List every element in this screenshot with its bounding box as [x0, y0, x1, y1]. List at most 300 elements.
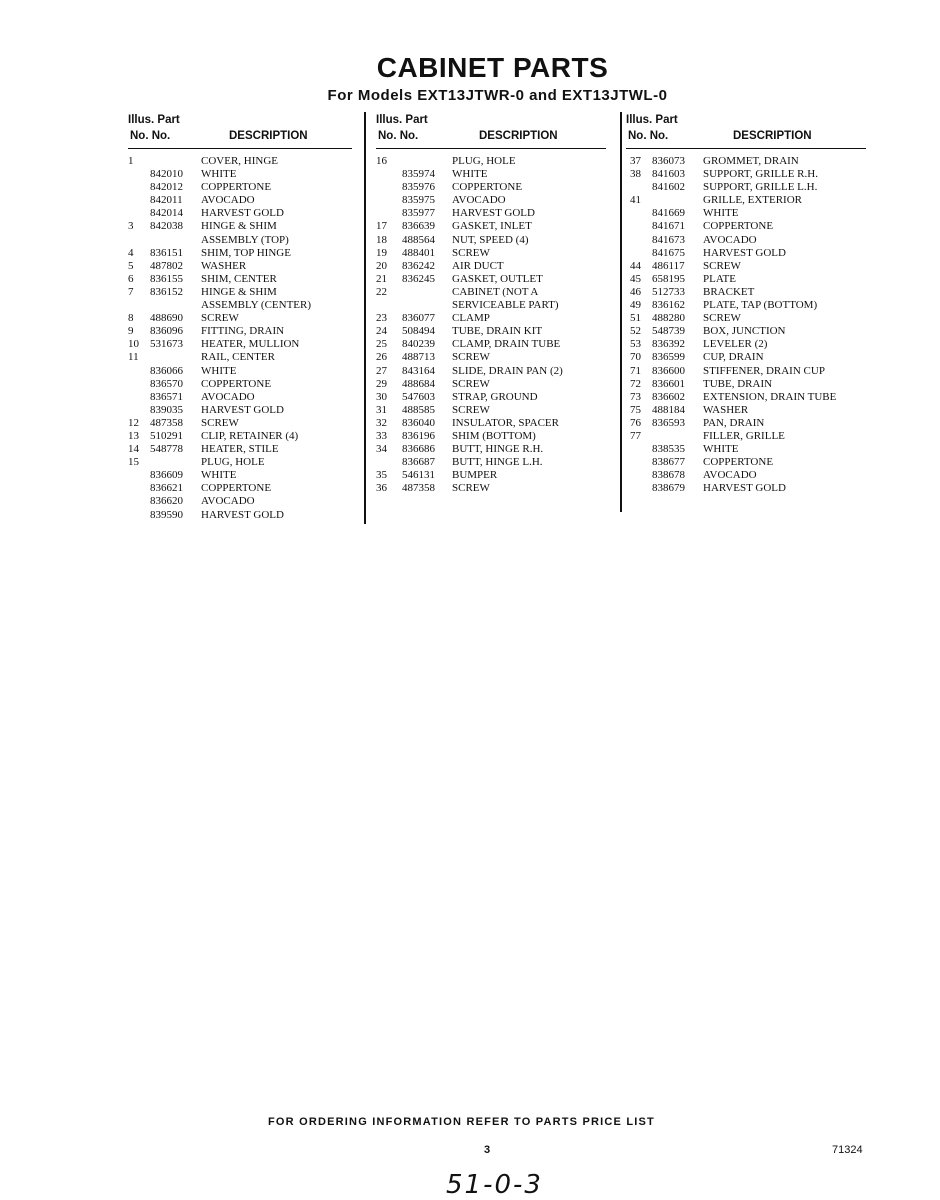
- table-row: [626, 234, 870, 247]
- part-description: AVOCADO: [452, 194, 506, 207]
- part-no: 508494: [402, 325, 435, 338]
- table-row: [376, 404, 610, 417]
- table-row: [128, 365, 356, 378]
- table-row: [128, 509, 356, 522]
- part-no: 836077: [402, 312, 435, 325]
- part-description: PLUG, HOLE: [452, 155, 516, 167]
- part-description: BOX, JUNCTION: [703, 325, 786, 338]
- part-no: 843164: [402, 364, 435, 377]
- part-no: 487358: [402, 482, 435, 495]
- part-description: SUPPORT, GRILLE R.H.: [703, 168, 818, 181]
- column-header: [128, 112, 356, 148]
- illus-no: 23: [376, 312, 387, 325]
- illus-no: 21: [376, 272, 387, 285]
- table-row: [376, 194, 610, 207]
- part-description: WHITE: [452, 168, 488, 181]
- part-description: STIFFENER, DRAIN CUP: [703, 364, 825, 377]
- table-row: [626, 404, 870, 417]
- parts-rows: [376, 155, 610, 495]
- column-divider-2: [620, 112, 622, 512]
- part-no: 488585: [402, 403, 435, 416]
- header-illus-part: Illus. Part: [376, 114, 428, 126]
- illus-no: 4: [128, 246, 134, 259]
- part-no: 488713: [402, 351, 435, 364]
- table-row: [626, 391, 870, 404]
- part-description: NUT, SPEED (4): [452, 233, 529, 246]
- header-no-no: No. No.: [378, 130, 419, 142]
- part-no: 842012: [150, 181, 183, 194]
- table-row: [376, 220, 610, 233]
- illus-no: 71: [630, 364, 641, 377]
- illus-no: 13: [128, 429, 139, 442]
- part-no: 836600: [652, 364, 685, 377]
- table-row: [128, 443, 356, 456]
- illus-no: 16: [376, 155, 387, 167]
- part-no: 488690: [150, 312, 183, 325]
- table-row: [128, 325, 356, 338]
- part-no: 548739: [652, 325, 685, 338]
- illus-no: 3: [128, 220, 134, 233]
- table-row: [376, 325, 610, 338]
- illus-no: 52: [630, 325, 641, 338]
- table-row: [626, 312, 870, 325]
- table-row: [376, 299, 610, 312]
- part-no: 836040: [402, 416, 435, 429]
- column-header: [376, 112, 610, 148]
- part-description: CLIP, RETAINER (4): [201, 429, 299, 442]
- part-description: SUPPORT, GRILLE L.H.: [703, 181, 818, 194]
- table-row: [626, 456, 870, 469]
- part-no: 510291: [150, 429, 183, 442]
- part-no: 486117: [652, 259, 685, 272]
- part-no: 835975: [402, 194, 435, 207]
- part-description: RAIL, CENTER: [201, 351, 275, 364]
- illus-no: 72: [630, 377, 641, 390]
- part-description: BUMPER: [452, 469, 498, 482]
- part-no: 838679: [652, 482, 685, 495]
- part-no: 836620: [150, 495, 183, 508]
- part-description: AVOCADO: [201, 495, 255, 508]
- part-description: WHITE: [703, 443, 739, 456]
- part-description: HARVEST GOLD: [201, 207, 284, 220]
- part-description: COPPERTONE: [201, 482, 272, 495]
- illus-no: 26: [376, 351, 387, 364]
- table-row: [376, 351, 610, 364]
- header-rule: [626, 148, 866, 149]
- part-description: CLAMP, DRAIN TUBE: [452, 338, 561, 351]
- part-description: COPPERTONE: [452, 181, 523, 194]
- part-description: COPPERTONE: [201, 181, 272, 194]
- part-description: WASHER: [201, 259, 247, 272]
- table-row: [626, 443, 870, 456]
- part-description: EXTENSION, DRAIN TUBE: [703, 390, 837, 403]
- table-row: [128, 260, 356, 273]
- illus-no: 73: [630, 390, 641, 403]
- ordering-info-footer: FOR ORDERING INFORMATION REFER TO PARTS PRICE LIST: [268, 1116, 655, 1128]
- part-description: CUP, DRAIN: [703, 351, 764, 364]
- part-no: 488684: [402, 377, 435, 390]
- table-row: [626, 168, 870, 181]
- table-row: [376, 443, 610, 456]
- table-row: [376, 430, 610, 443]
- table-row: [376, 365, 610, 378]
- header-no-no: No. No.: [130, 130, 171, 142]
- table-row: [376, 207, 610, 220]
- part-description: SHIM, CENTER: [201, 272, 277, 285]
- part-description: SCREW: [201, 416, 239, 429]
- part-description: SCREW: [452, 351, 490, 364]
- part-description: LEVELER (2): [703, 338, 768, 351]
- part-description: AVOCADO: [703, 233, 757, 246]
- part-no: 836155: [150, 272, 183, 285]
- part-no: 836609: [150, 469, 183, 482]
- part-description: ASSEMBLY (CENTER): [201, 299, 312, 312]
- table-row: [376, 391, 610, 404]
- table-row: [128, 430, 356, 443]
- illus-no: 36: [376, 482, 387, 495]
- part-no: 841675: [652, 246, 685, 259]
- part-no: 836242: [402, 259, 435, 272]
- part-no: 836687: [402, 456, 435, 469]
- illus-no: 27: [376, 364, 387, 377]
- table-row: [626, 207, 870, 220]
- parts-column-1: [128, 112, 356, 522]
- part-description: COVER, HINGE: [201, 155, 278, 167]
- part-description: HARVEST GOLD: [201, 403, 284, 416]
- illus-no: 53: [630, 338, 641, 351]
- part-description: HARVEST GOLD: [201, 508, 284, 521]
- part-description: SHIM (BOTTOM): [452, 429, 536, 442]
- table-row: [128, 378, 356, 391]
- table-row: [376, 181, 610, 194]
- header-no-no: No. No.: [628, 130, 669, 142]
- part-no: 836621: [150, 482, 183, 495]
- illus-no: 18: [376, 233, 387, 246]
- part-description: SLIDE, DRAIN PAN (2): [452, 364, 563, 377]
- part-no: 548778: [150, 443, 183, 456]
- part-description: HARVEST GOLD: [452, 207, 535, 220]
- table-row: [626, 260, 870, 273]
- illus-no: 49: [630, 299, 641, 312]
- part-no: 658195: [652, 272, 685, 285]
- illus-no: 37: [630, 155, 641, 167]
- table-row: [626, 247, 870, 260]
- illus-no: 31: [376, 403, 387, 416]
- part-no: 487802: [150, 259, 183, 272]
- part-no: 488564: [402, 233, 435, 246]
- illus-no: 17: [376, 220, 387, 233]
- part-no: 841603: [652, 168, 685, 181]
- illus-no: 45: [630, 272, 641, 285]
- table-row: [376, 469, 610, 482]
- table-row: [626, 417, 870, 430]
- header-description: DESCRIPTION: [229, 130, 308, 142]
- table-row: [626, 365, 870, 378]
- part-no: 838535: [652, 443, 685, 456]
- part-no: 836066: [150, 364, 183, 377]
- part-no: 841673: [652, 233, 685, 246]
- table-row: [626, 299, 870, 312]
- document-code: 71324: [832, 1144, 863, 1156]
- table-row: [128, 391, 356, 404]
- illus-no: 46: [630, 285, 641, 298]
- page-title: CABINET PARTS: [376, 52, 609, 83]
- part-description: WHITE: [201, 469, 237, 482]
- part-description: SCREW: [452, 377, 490, 390]
- page-number: 3: [484, 1144, 491, 1156]
- table-row: [128, 404, 356, 417]
- illus-no: 38: [630, 168, 641, 181]
- part-no: 836151: [150, 246, 183, 259]
- part-no: 842011: [150, 194, 183, 207]
- part-no: 836570: [150, 377, 183, 390]
- part-no: 836602: [652, 390, 685, 403]
- header-rule: [376, 148, 606, 149]
- part-description: AVOCADO: [703, 469, 757, 482]
- part-no: 836571: [150, 390, 183, 403]
- illus-no: 30: [376, 390, 387, 403]
- part-no: 488280: [652, 312, 685, 325]
- table-row: [376, 338, 610, 351]
- table-row: [626, 338, 870, 351]
- illus-no: 76: [630, 416, 641, 429]
- table-row: [128, 312, 356, 325]
- parts-column-2: [376, 112, 610, 495]
- illus-no: 77: [630, 429, 641, 442]
- illus-no: 5: [128, 259, 134, 272]
- table-row: [376, 168, 610, 181]
- part-no: 835974: [402, 168, 435, 181]
- part-no: 547603: [402, 390, 435, 403]
- page-subtitle: For Models EXT13JTWR-0 and EXT13JTWL-0: [327, 87, 668, 104]
- header-illus-part: Illus. Part: [626, 114, 678, 126]
- table-row: [128, 220, 356, 233]
- part-no: 835977: [402, 207, 435, 220]
- parts-rows: [128, 155, 356, 522]
- part-no: 836196: [402, 429, 435, 442]
- illus-no: 12: [128, 416, 139, 429]
- table-row: [376, 482, 610, 495]
- table-row: [128, 286, 356, 299]
- part-no: 487358: [150, 416, 183, 429]
- part-description: GRILLE, EXTERIOR: [703, 194, 802, 207]
- table-row: [376, 273, 610, 286]
- part-no: 836593: [652, 416, 685, 429]
- table-row: [376, 456, 610, 469]
- part-no: 841669: [652, 207, 685, 220]
- part-description: AVOCADO: [201, 390, 255, 403]
- illus-no: 10: [128, 338, 139, 351]
- part-no: 546131: [402, 469, 435, 482]
- parts-rows: [626, 155, 870, 495]
- table-row: [376, 234, 610, 247]
- part-no: 488401: [402, 246, 435, 259]
- table-row: [128, 417, 356, 430]
- part-description: GASKET, INLET: [452, 220, 532, 233]
- part-description: GASKET, OUTLET: [452, 272, 543, 285]
- part-description: WASHER: [703, 403, 749, 416]
- part-no: 531673: [150, 338, 183, 351]
- table-row: [128, 155, 356, 168]
- part-description: TUBE, DRAIN: [703, 377, 773, 390]
- table-row: [128, 456, 356, 469]
- part-no: 838677: [652, 456, 685, 469]
- part-no: 836686: [402, 443, 435, 456]
- header-description: DESCRIPTION: [479, 130, 558, 142]
- part-description: TUBE, DRAIN KIT: [452, 325, 543, 338]
- illus-no: 19: [376, 246, 387, 259]
- part-no: 836073: [652, 155, 685, 167]
- part-description: INSULATOR, SPACER: [452, 416, 559, 429]
- part-description: PAN, DRAIN: [703, 416, 765, 429]
- table-row: [128, 469, 356, 482]
- table-row: [626, 286, 870, 299]
- table-row: [626, 378, 870, 391]
- part-no: 836096: [150, 325, 183, 338]
- part-description: FILLER, GRILLE: [703, 429, 785, 442]
- part-no: 839035: [150, 403, 183, 416]
- table-row: [128, 181, 356, 194]
- part-no: 841671: [652, 220, 685, 233]
- part-description: FITTING, DRAIN: [201, 325, 285, 338]
- part-description: AIR DUCT: [452, 259, 504, 272]
- table-row: [626, 469, 870, 482]
- header-illus-part: Illus. Part: [128, 114, 180, 126]
- table-row: [128, 482, 356, 495]
- part-description: HARVEST GOLD: [703, 482, 786, 495]
- part-description: PLATE: [703, 272, 736, 285]
- part-description: ASSEMBLY (TOP): [201, 233, 289, 246]
- table-row: [626, 482, 870, 495]
- parts-column-3: [626, 112, 870, 495]
- table-row: [376, 417, 610, 430]
- part-description: HEATER, MULLION: [201, 338, 300, 351]
- illus-no: 1: [128, 155, 134, 167]
- table-row: [376, 312, 610, 325]
- table-row: [376, 378, 610, 391]
- part-description: SCREW: [452, 246, 490, 259]
- part-no: 836599: [652, 351, 685, 364]
- part-description: SERVICEABLE PART): [452, 299, 559, 312]
- part-description: COPPERTONE: [201, 377, 272, 390]
- header-rule: [128, 148, 352, 149]
- part-no: 836152: [150, 285, 183, 298]
- part-description: HINGE & SHIM: [201, 220, 277, 233]
- illus-no: 8: [128, 312, 134, 325]
- part-description: SCREW: [703, 259, 741, 272]
- illus-no: 15: [128, 456, 139, 469]
- part-description: COPPERTONE: [703, 456, 774, 469]
- illus-no: 51: [630, 312, 641, 325]
- illus-no: 29: [376, 377, 387, 390]
- table-row: [128, 351, 356, 364]
- part-description: AVOCADO: [201, 194, 255, 207]
- part-description: COPPERTONE: [703, 220, 774, 233]
- part-no: 839590: [150, 508, 183, 521]
- illus-no: 35: [376, 469, 387, 482]
- table-row: [128, 273, 356, 286]
- part-description: WHITE: [201, 364, 237, 377]
- part-description: PLATE, TAP (BOTTOM): [703, 299, 818, 312]
- part-description: BUTT, HINGE L.H.: [452, 456, 543, 469]
- part-no: 512733: [652, 285, 685, 298]
- part-description: HINGE & SHIM: [201, 285, 277, 298]
- table-row: [626, 194, 870, 207]
- table-row: [376, 286, 610, 299]
- table-row: [626, 430, 870, 443]
- illus-no: 24: [376, 325, 387, 338]
- table-row: [376, 260, 610, 273]
- table-row: [626, 273, 870, 286]
- table-row: [128, 495, 356, 508]
- part-description: SCREW: [452, 403, 490, 416]
- part-description: WHITE: [703, 207, 739, 220]
- column-divider-1: [364, 112, 366, 524]
- part-no: 488184: [652, 403, 685, 416]
- table-row: [128, 207, 356, 220]
- part-no: 842014: [150, 207, 183, 220]
- illus-no: 6: [128, 272, 134, 285]
- table-row: [626, 351, 870, 364]
- table-row: [626, 155, 870, 168]
- part-no: 836162: [652, 299, 685, 312]
- table-row: [128, 299, 356, 312]
- part-description: SCREW: [201, 312, 239, 325]
- part-description: SCREW: [452, 482, 490, 495]
- table-row: [128, 338, 356, 351]
- table-row: [376, 247, 610, 260]
- illus-no: 75: [630, 403, 641, 416]
- part-description: BUTT, HINGE R.H.: [452, 443, 544, 456]
- part-no: 841602: [652, 181, 685, 194]
- part-description: BRACKET: [703, 285, 755, 298]
- part-description: GROMMET, DRAIN: [703, 155, 799, 167]
- table-row: [128, 194, 356, 207]
- table-row: [626, 181, 870, 194]
- part-no: 842038: [150, 220, 183, 233]
- illus-no: 70: [630, 351, 641, 364]
- table-row: [626, 325, 870, 338]
- illus-no: 9: [128, 325, 134, 338]
- illus-no: 34: [376, 443, 387, 456]
- header-description: DESCRIPTION: [733, 130, 812, 142]
- part-description: HARVEST GOLD: [703, 246, 786, 259]
- table-row: [376, 155, 610, 168]
- part-description: HEATER, STILE: [201, 443, 279, 456]
- illus-no: 22: [376, 285, 387, 298]
- illus-no: 25: [376, 338, 387, 351]
- part-no: 836639: [402, 220, 435, 233]
- illus-no: 11: [128, 351, 139, 364]
- part-no: 836245: [402, 272, 435, 285]
- part-no: 836601: [652, 377, 685, 390]
- part-no: 836392: [652, 338, 685, 351]
- part-no: 840239: [402, 338, 435, 351]
- part-description: WHITE: [201, 168, 237, 181]
- illus-no: 7: [128, 285, 134, 298]
- part-no: 835976: [402, 181, 435, 194]
- part-description: CABINET (NOT A: [452, 285, 539, 298]
- part-description: PLUG, HOLE: [201, 456, 265, 469]
- part-no: 838678: [652, 469, 685, 482]
- table-row: [128, 247, 356, 260]
- part-description: CLAMP: [452, 312, 490, 325]
- table-row: [128, 234, 356, 247]
- illus-no: 14: [128, 443, 139, 456]
- part-no: 842010: [150, 168, 183, 181]
- illus-no: 32: [376, 416, 387, 429]
- illus-no: 44: [630, 259, 641, 272]
